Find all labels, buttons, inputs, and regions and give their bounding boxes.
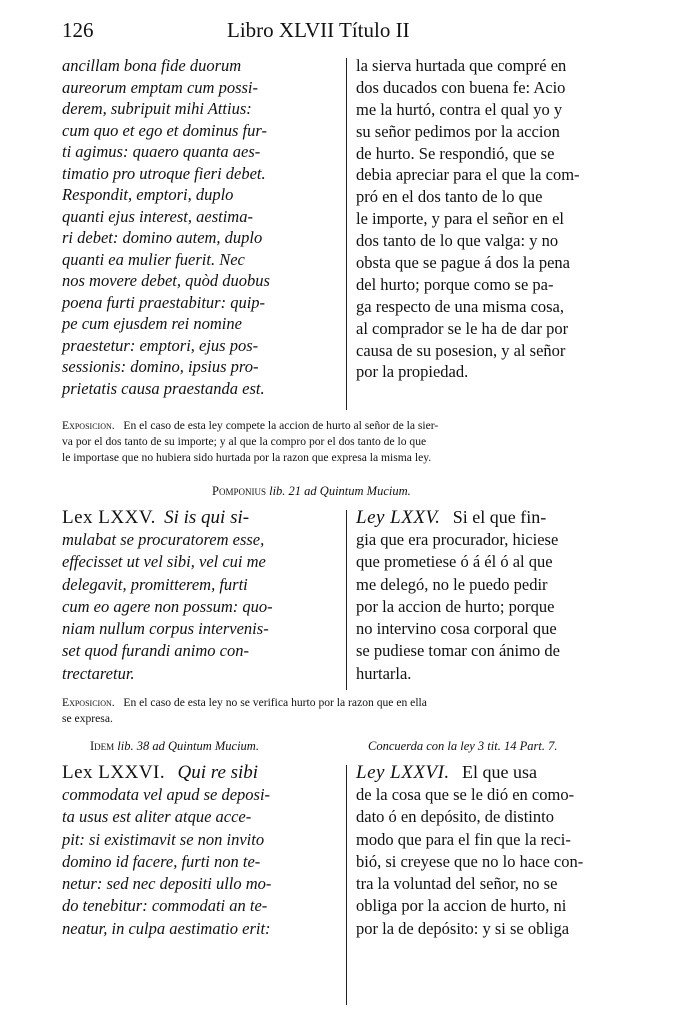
spanish-line: su señor pedimos por la accion	[356, 121, 560, 141]
concordance-note	[368, 739, 557, 754]
spanish-line: modo que para el fin que la reci-	[356, 829, 571, 849]
latin-line: do tenebitur: commodati an te-	[62, 896, 268, 916]
spanish-line: se pudiese tomar con ánimo de	[356, 641, 560, 661]
latin-line: ancillam bona fide duorum	[62, 56, 242, 75]
spanish-line: que prometiese ó á él ó al que	[356, 552, 553, 572]
page-header	[62, 18, 622, 48]
spanish-line: dos ducados con buena fe: Acio	[356, 77, 566, 97]
latin-line: poena furti praestabitur: quip-	[62, 292, 266, 312]
spanish-line: dato ó en depósito, de distinto	[356, 807, 554, 827]
ley-title: Ley LXXV.	[356, 507, 441, 528]
latin-line: set quod furandi animo con-	[62, 641, 249, 661]
spanish-line: por la de depósito: y si se obliga	[356, 918, 570, 938]
exposicion-text: En el caso de esta ley compete la accion de hurto al señor de la sier-	[123, 419, 439, 432]
spanish-line: del hurto; porque como se pa-	[356, 274, 554, 294]
latin-line: prietatis causa praestanda est.	[62, 378, 265, 398]
lex-title: Lex LXXV.	[62, 507, 156, 528]
source-heading-3	[90, 739, 259, 754]
latin-line: effecisset ut vel sibi, vel cui me	[62, 552, 266, 572]
latin-text-2	[62, 507, 334, 685]
latin-line: domino id facere, furti non te-	[62, 851, 261, 871]
spanish-line: causa de su posesion, y al señor	[356, 340, 566, 360]
spanish-line: gia que era procurador, hiciese	[356, 530, 559, 549]
concordance-text: Concuerda con la ley 3 tit. 14 Part. 7.	[368, 739, 558, 753]
source-heading-2	[212, 484, 411, 499]
latin-line: netur: sed nec depositi ullo mo-	[62, 874, 272, 894]
spanish-line: me la hurtó, contra el qual yo y	[356, 99, 563, 119]
latin-line: pe cum ejusdem rei nomine	[62, 314, 242, 333]
latin-line: ti agimus: quaero quanta aes-	[62, 142, 261, 161]
spanish-line: al comprador se le ha de dar por	[356, 318, 569, 338]
spanish-line: tra la voluntad del señor, no se	[356, 874, 558, 894]
latin-line: Respondit, emptori, duplo	[62, 185, 234, 204]
latin-line: ta usus est aliter atque acce-	[62, 807, 252, 827]
spanish-line: por la propiedad.	[356, 362, 469, 382]
spanish-line: dos tanto de lo que valga: y no	[356, 231, 559, 251]
spanish-line: no intervino cosa corporal que	[356, 619, 557, 639]
column-divider	[346, 510, 347, 690]
latin-line: aureorum emptam cum possi-	[62, 77, 258, 97]
latin-line: pit: si existimavit se non invito	[62, 829, 265, 849]
exposicion-text: se expresa.	[62, 712, 113, 725]
latin-line: mulabat se procuratorem esse,	[62, 530, 265, 549]
source-author: Idem	[90, 739, 115, 753]
spanish-first-line: El que usa	[462, 762, 538, 782]
spanish-line: le importe, y para el señor en el	[356, 209, 564, 229]
source-work: lib. 38 ad Quintum Mucium.	[117, 739, 259, 753]
spanish-line: hurtarla.	[356, 663, 412, 683]
spanish-line: me delegó, no le puedo pedir	[356, 574, 548, 594]
latin-line: cum quo et ego et dominus fur-	[62, 120, 267, 140]
exposicion-text: va por el dos tanto de su importe; y al que la compro por el dos tanto de lo que	[62, 435, 427, 448]
latin-line: timatio pro utroque fieri debet.	[62, 163, 266, 183]
exposicion-1	[62, 418, 622, 466]
spanish-line: obsta que se pague á dos la pena	[356, 253, 570, 273]
column-divider	[346, 58, 347, 410]
spanish-line: la sierva hurtada que compré en	[356, 56, 567, 75]
latin-line: praestetur: emptori, ejus pos-	[62, 335, 259, 355]
latin-line: derem, subripuit mihi Attius:	[62, 99, 252, 118]
running-title: Libro XLVII Título II	[227, 18, 410, 42]
latin-line: nos movere debet, quòd duobus	[62, 271, 270, 290]
latin-first-line: Qui re sibi	[177, 762, 259, 783]
latin-line: ri debet: domino autem, duplo	[62, 228, 263, 247]
spanish-text-3	[356, 762, 624, 940]
column-divider	[346, 765, 347, 1005]
source-author: Pomponius	[212, 484, 266, 498]
exposicion-label: Exposicion.	[62, 696, 115, 709]
spanish-first-line: Si el que fin-	[452, 507, 547, 527]
spanish-line: bió, si creyese que no lo hace con-	[356, 851, 584, 871]
latin-line: neatur, in culpa aestimatio erit:	[62, 918, 271, 938]
latin-text-3	[62, 762, 334, 940]
exposicion-text: le importase que no hubiera sido hurtada por la razon que expresa la misma ley.	[62, 451, 432, 464]
exposicion-2	[62, 695, 622, 727]
spanish-text-1	[356, 55, 624, 383]
latin-line: niam nullum corpus intervenis-	[62, 619, 269, 639]
exposicion-text: En el caso de esta ley no se verifica hurto por la razon que en ella	[123, 696, 427, 709]
spanish-line: pró en el dos tanto de lo que	[356, 187, 543, 207]
latin-line: delegavit, promitterem, furti	[62, 574, 248, 594]
spanish-line: obliga por la accion de hurto, ni	[356, 896, 567, 916]
spanish-line: de la cosa que se le dió en como-	[356, 785, 575, 804]
latin-line: cum eo agere non possum: quo-	[62, 596, 273, 616]
source-work: lib. 21 ad Quintum Mucium.	[269, 484, 411, 498]
latin-line: quanti ejus interest, aestima-	[62, 206, 253, 226]
spanish-line: ga respecto de una misma cosa,	[356, 296, 565, 316]
exposicion-label: Exposicion.	[62, 419, 115, 432]
spanish-line: por la accion de hurto; porque	[356, 596, 555, 616]
page-number: 126	[62, 18, 94, 42]
spanish-line: de hurto. Se respondió, que se	[356, 143, 555, 163]
latin-line: sessionis: domino, ipsius pro-	[62, 357, 259, 376]
latin-line: trectaretur.	[62, 663, 135, 683]
latin-line: commodata vel apud se deposi-	[62, 785, 271, 804]
latin-line: quanti ea mulier fuerit. Nec	[62, 249, 245, 269]
latin-text-1	[62, 55, 334, 399]
spanish-text-2	[356, 507, 624, 685]
lex-title: Lex LXXVI.	[62, 762, 166, 783]
spanish-line: debia apreciar para el que la com-	[356, 165, 580, 185]
ley-title: Ley LXXVI.	[356, 762, 450, 783]
latin-first-line: Si is qui si-	[164, 507, 250, 528]
